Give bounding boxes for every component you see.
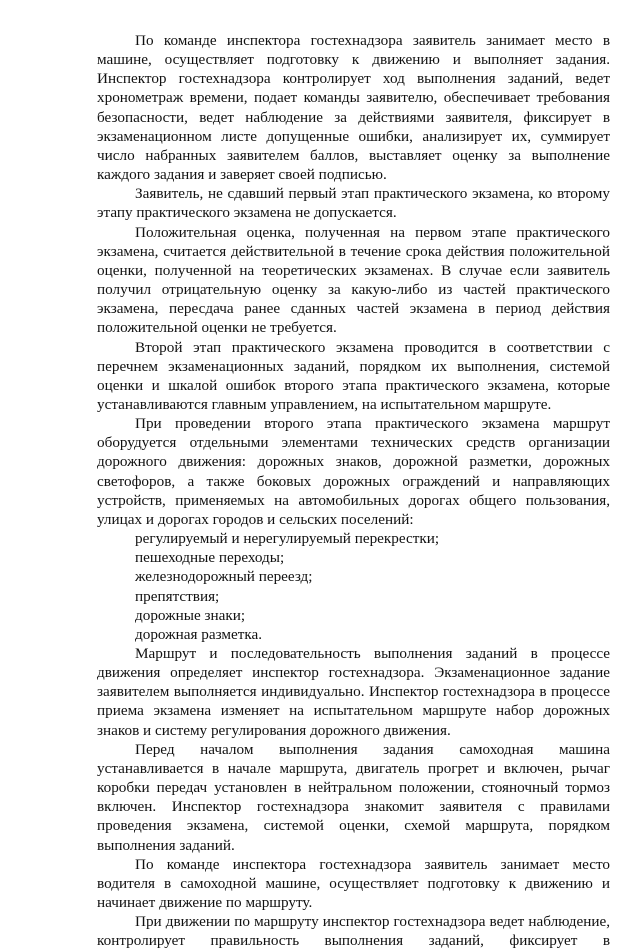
- paragraph-first-stage-failure: Заявитель, не сдавший первый этап практического экзамена, ко второму этапу практического экзамена не допускается.: [97, 185, 610, 222]
- paragraph-route-sequence: Маршрут и последовательность выполнения заданий в процессе движения определяет инспектор гостехнадзора. Экзаменационное задание заявителем выполняется индивидуально. Инспектор гостехнадзора в процессе приема экзамена изменяет на испытательном маршруте набор дорожных знаков и систему регулирования дорожного движения.: [97, 645, 610, 739]
- document-page: [97, 31, 610, 951]
- list-item: регулируемый и нерегулируемый перекрестки;: [135, 530, 440, 548]
- paragraph-positive-grade: Положительная оценка, полученная на первом этапе практического экзамена, считается действительной в течение срока действия положительной оценки, полученной на теоретических экзаменах. В случае если заявитель получил отрицательную оценку за какую-либо из частей практического экзамена, пересдача ранее сданных частей экзамена в период действия положительной оценки не требуется.: [97, 223, 610, 337]
- route-elements-list: [97, 529, 610, 644]
- paragraph-route-equipment: При проведении второго этапа практического экзамена маршрут оборудуется отдельными элементами технических средств организации дорожного движения: дорожных знаков, дорожной разметки, дорожных светофоров, а также боковых дорожных ограждений и направляющих устройств, применяемых на автомобильных дорогах общего пользования, улицах и дорогах городов и сельских поселений:: [97, 415, 610, 528]
- list-item: пешеходные переходы;: [135, 549, 285, 567]
- paragraph-route-observation: При движении по маршруту инспектор гостехнадзора ведет наблюдение, контролирует правильность выполнения заданий, фиксирует в: [97, 913, 610, 950]
- list-item: дорожные знаки;: [135, 606, 246, 624]
- list-item: препятствия;: [135, 587, 220, 605]
- list-item: дорожная разметка.: [135, 625, 263, 643]
- paragraph-driver-seat: По команде инспектора гостехнадзора заявитель занимает место водителя в самоходной машине, осуществляет подготовку к движению и начинает движение по маршруту.: [97, 855, 610, 912]
- paragraph-second-stage: Второй этап практического экзамена проводится в соответствии с перечнем экзаменационных заданий, порядком их выполнения, системой оценки и шкалой ошибок второго этапа практического экзамена, которые устанавливаются главным управлением, на испытательном маршруте.: [97, 338, 610, 413]
- paragraph-inspector-control: По команде инспектора гостехнадзора заявитель занимает место в машине, осуществляет подготовку к движению и выполняет задания. Инспектор гостехнадзора контролирует ход выполнения заданий, ведет хронометраж времени, подает команды заявителю, обеспечивает требования безопасности, ведет наблюдение за действиями заявителя, фиксирует в экзаменационном листе допущенные ошибки, анализирует их, суммирует число набранных заявителем баллов, выставляет оценку за выполнение каждого задания и заверяет своей подписью.: [97, 32, 610, 184]
- list-item: железнодорожный переезд;: [135, 568, 313, 586]
- paragraph-before-start: Перед началом выполнения задания самоходная машина устанавливается в начале маршрута, двигатель прогрет и включен, рычаг коробки передач установлен в нейтральном положении, стояночный тормоз включен. Инспектор гостехнадзора знакомит заявителя с правилами проведения экзамена, системой оценки, схемой маршрута, порядком выполнения заданий.: [97, 740, 610, 854]
